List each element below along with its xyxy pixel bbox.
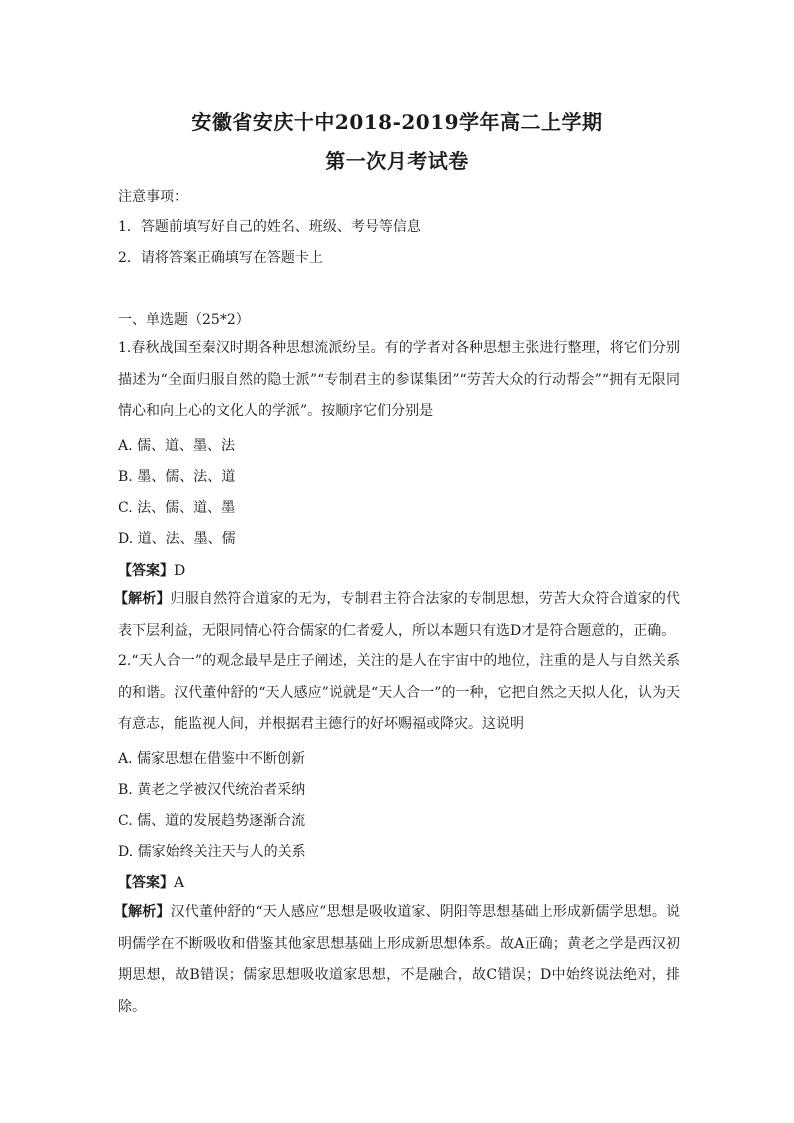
question-2-option-d: D. 儒家始终关注天与人的关系 bbox=[118, 844, 306, 860]
question-1-option-d: D. 道、法、墨、儒 bbox=[118, 531, 236, 547]
exam-title: 安徽省安庆十中2018-2019学年高二上学期 bbox=[191, 110, 603, 134]
question-1-option-b: B. 墨、儒、法、道 bbox=[118, 469, 236, 485]
analysis-label: 【解析】 bbox=[114, 904, 171, 920]
section-heading: 一、单选题（25*2） bbox=[118, 312, 250, 328]
question-2-analysis bbox=[114, 897, 681, 1023]
notice-item-2: 2．请将答案正确填写在答题卡上 bbox=[118, 250, 323, 266]
answer-value: A bbox=[174, 875, 185, 891]
answer-label: 【答案】 bbox=[118, 875, 174, 891]
question-1-answer bbox=[118, 561, 185, 581]
analysis-text: 归服自然符合道家的无为，专制君主符合法家的专制思想，劳苦大众符合道家的代表下层利益，无限同情心符合儒家的仁者爱人，所以本题只有选D才是符合题意的，正确。 bbox=[118, 591, 681, 639]
question-1-stem: 1.春秋战国至秦汉时期各种思想流派纷呈。有的学者对各种思想主张进行整理，将它们分别描述为“全面归服自然的隐士派”“专制君主的参谋集团”“劳苦大众的行动帮会”“拥有无限同情心和向上心的文化人的学派”。按顺序它们分别是 bbox=[118, 340, 680, 419]
question-1-option-c: C. 法、儒、道、墨 bbox=[118, 500, 236, 516]
question-2-answer bbox=[118, 873, 184, 893]
question-2-option-c: C. 儒、道的发展趋势逐渐合流 bbox=[118, 813, 306, 829]
analysis-text: 汉代董仲舒的“天人感应”思想是吸收道家、阴阳等思想基础上形成新儒学思想。说明儒学在不断吸收和借鉴其他家思想基础上形成新思想体系。故A正确；黄老之学是西汉初期思想，故B错误；儒家思想吸收道家思想，不是融合，故C错误；D中始终说法绝对，排除。 bbox=[118, 904, 681, 1015]
answer-label: 【答案】 bbox=[118, 563, 174, 579]
notice-item-1: 1．答题前填写好自己的姓名、班级、考号等信息 bbox=[118, 219, 421, 235]
exam-subtitle: 第一次月考试卷 bbox=[325, 149, 469, 173]
question-2-option-b: B. 黄老之学被汉代统治者采纳 bbox=[118, 782, 306, 798]
notice-heading: 注意事项： bbox=[118, 189, 188, 205]
question-2-stem: 2.“天人合一”的观念最早是庄子阐述，关注的是人在宇宙中的地位，注重的是人与自然关系的和谐。汉代董仲舒的“天人感应”说就是“天人合一”的一种，它把自然之天拟人化，认为天有意志，能监视人间，并根据君主德行的好坏赐福或降灾。这说明 bbox=[118, 653, 680, 732]
question-2-option-a: A. 儒家思想在借鉴中不断创新 bbox=[118, 751, 306, 767]
analysis-label: 【解析】 bbox=[114, 591, 171, 607]
answer-value: D bbox=[174, 563, 186, 579]
question-1-analysis bbox=[114, 584, 681, 647]
question-1-option-a: A. 儒、道、墨、法 bbox=[118, 438, 236, 454]
